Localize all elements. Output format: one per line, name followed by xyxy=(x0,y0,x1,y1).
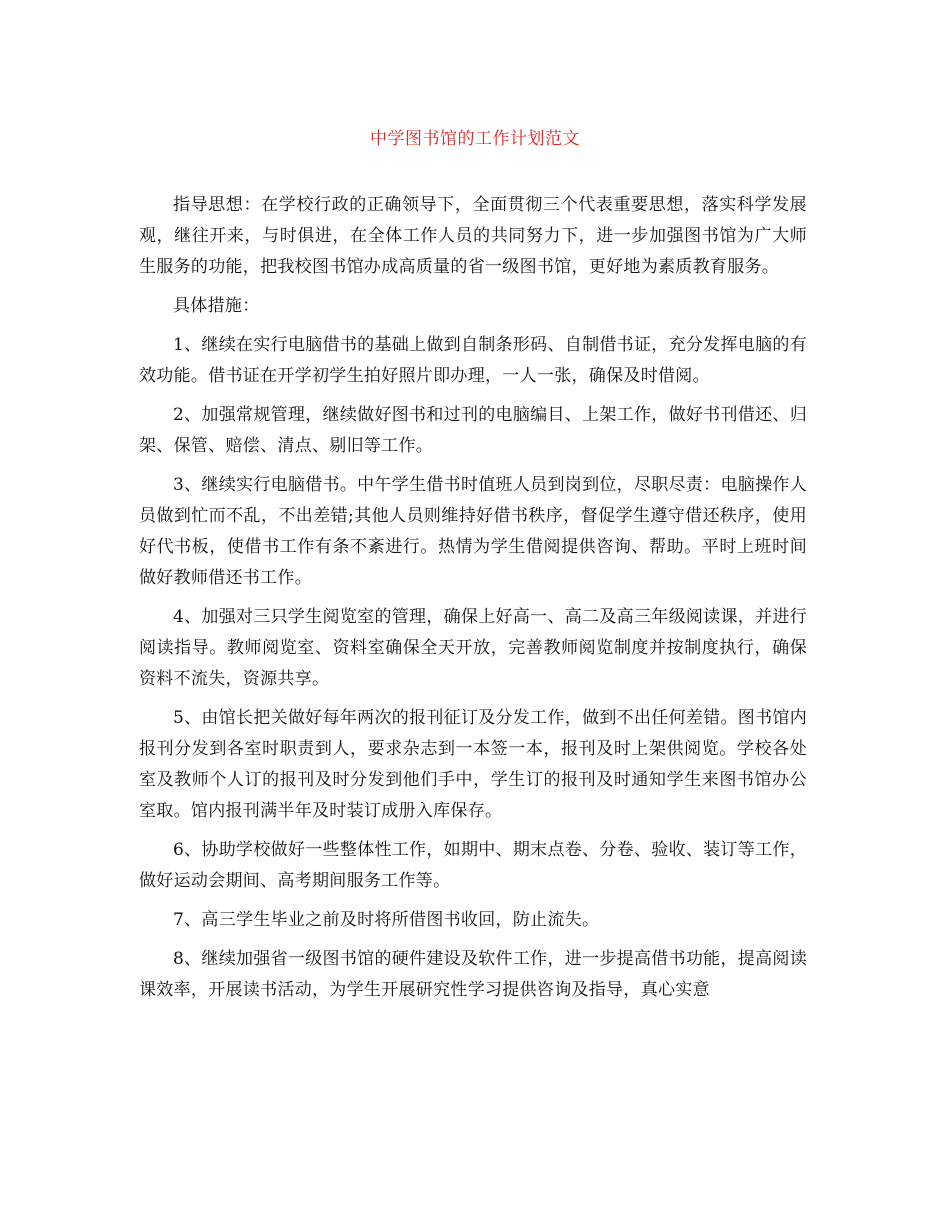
paragraph-item-5: 5、由馆长把关做好每年两次的报刊征订及分发工作，做到不出任何差错。图书馆内报刊分发到各室时职责到人，要求杂志到一本签一本，报刊及时上架供阅览。学校各处室及教师个人订的报刊及时分发到他们手中，学生订的报刊及时通知学生来图书馆办公室取。馆内报刊满半年及时装订成册入库保存。 xyxy=(139,708,807,821)
document-title: 中学图书馆的工作计划范文 xyxy=(370,129,580,149)
paragraph-item-1: 1、继续在实行电脑借书的基础上做到自制条形码、自制借书证，充分发挥电脑的有效功能。借书证在开学初学生拍好照片即办理，一人一张，确保及时借阅。 xyxy=(139,335,807,386)
paragraph-item-2: 2、加强常规管理，继续做好图书和过刊的电脑编目、上架工作，做好书刊借还、归架、保管、赔偿、清点、剔旧等工作。 xyxy=(139,405,807,456)
paragraph-item-6: 6、协助学校做好一些整体性工作，如期中、期末点卷、分卷、验收、装订等工作，做好运动会期间、高考期间服务工作等。 xyxy=(139,840,807,891)
paragraph-item-8: 8、继续加强省一级图书馆的硬件建设及软件工作，进一步提高借书功能，提高阅读课效率，开展读书活动，为学生开展研究性学习提供咨询及指导，真心实意 xyxy=(139,949,807,1000)
paragraph-item-4: 4、加强对三只学生阅览室的管理，确保上好高一、高二及高三年级阅读课，并进行阅读指导。教师阅览室、资料室确保全天开放，完善教师阅览制度并按制度执行，确保资料不流失，资源共享。 xyxy=(139,607,807,689)
paragraph-guiding-ideology: 指导思想：在学校行政的正确领导下，全面贯彻三个代表重要思想，落实科学发展观，继往开来，与时俱进，在全体工作人员的共同努力下，进一步加强图书馆为广大师生服务的功能，把我校图书馆办成高质量的省一级图书馆，更好地为素质教育服务。 xyxy=(139,195,807,277)
document-body xyxy=(139,190,807,1014)
paragraph-measures-heading: 具体措施： xyxy=(173,296,260,316)
paragraph-item-7: 7、高三学生毕业之前及时将所借图书收回，防止流失。 xyxy=(173,910,600,930)
paragraph-item-3: 3、继续实行电脑借书。中午学生借书时值班人员到岗到位，尽职尽责：电脑操作人员做到忙而不乱，不出差错;其他人员则维持好借书秩序，督促学生遵守借还秩序，使用好代书板，使借书工作有条不紊进行。热情为学生借阅提供咨询、帮助。平时上班时间做好教师借还书工作。 xyxy=(139,475,807,588)
